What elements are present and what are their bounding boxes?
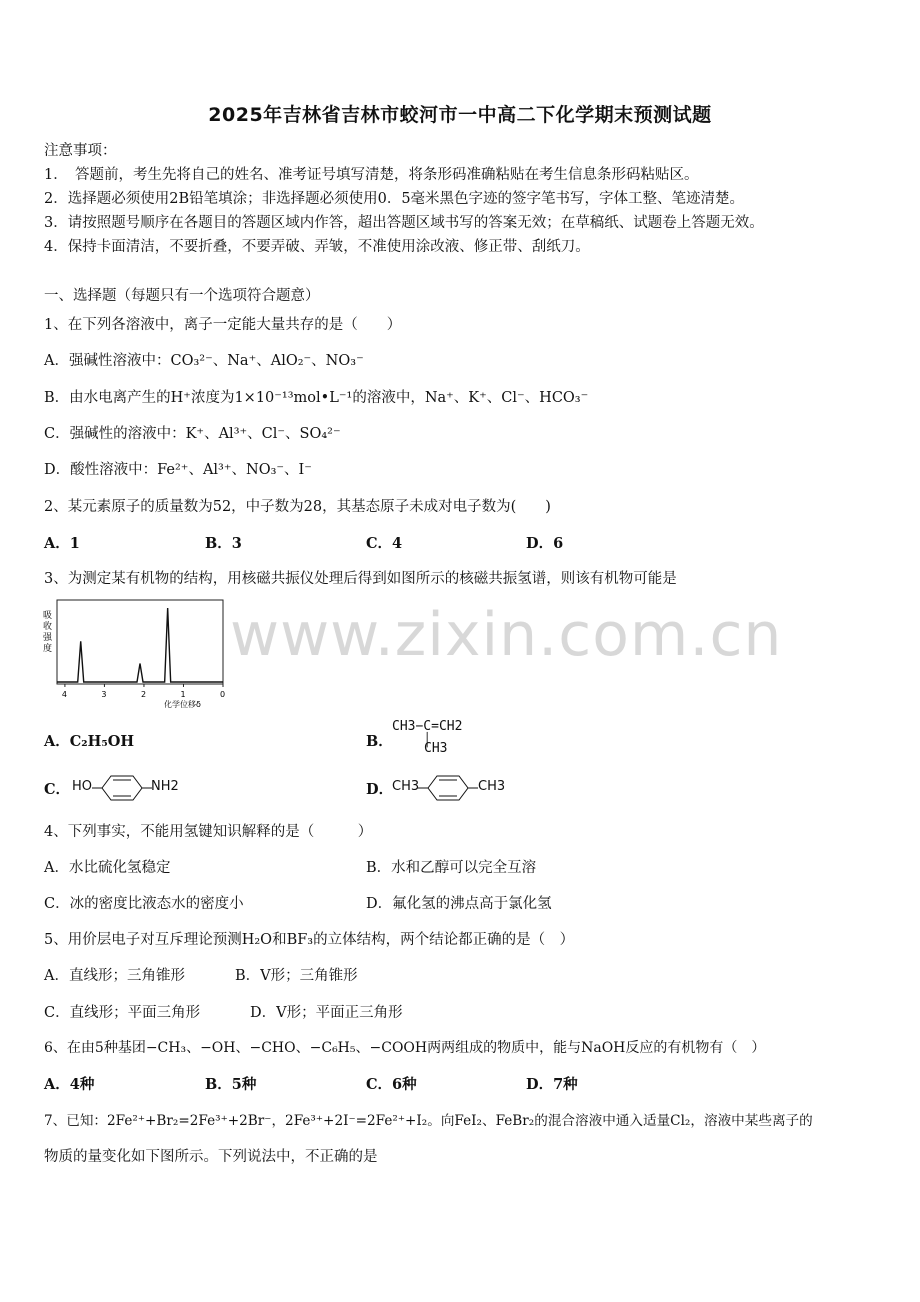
notice-heading: 注意事项： xyxy=(44,143,117,159)
q2-option-d: D．6 xyxy=(526,535,564,552)
q7-stem-line1: 7、已知：2Fe²⁺+Br₂=2Fe³⁺+2Br⁻，2Fe³⁺+2I⁻=2Fe²⁺+I₂。向FeI₂、FeBr₂的混合溶液中通入适量Cl₂，溶液中某些离子的 xyxy=(44,1113,813,1129)
q3-option-b-branch: │ xyxy=(392,733,432,748)
q3-option-b-formula-line2: CH3 xyxy=(424,741,448,756)
q1-option-c: C．强碱性的溶液中：K⁺、Al³⁺、Cl⁻、SO₄²⁻ xyxy=(44,426,341,442)
watermark: www.zixin.com.cn xyxy=(230,600,783,670)
q2-option-b: B．3 xyxy=(205,535,242,552)
section-heading: 一、选择题（每题只有一个选项符合题意） xyxy=(44,288,320,304)
chart-ylabel-1: 吸 xyxy=(43,611,53,621)
chart-spectrum-line xyxy=(57,608,223,682)
page-title: 2025年吉林省吉林市蛟河市一中高二下化学期末预测试题 xyxy=(208,104,712,126)
q4-option-d: D．氟化氢的沸点高于氯化氢 xyxy=(366,896,552,912)
q3-option-d-benzene-ring xyxy=(418,773,480,803)
q6-option-a: A．4种 xyxy=(44,1076,95,1093)
q4-option-b: B．水和乙醇可以完全互溶 xyxy=(366,860,537,876)
q1-option-b: B．由水电离产生的H⁺浓度为1×10⁻¹³mol•L⁻¹的溶液中，Na⁺、K⁺、Cl⁻、HCO₃⁻ xyxy=(44,390,589,406)
q3-option-c-right: NH2 xyxy=(151,779,179,794)
q6-option-d: D．7种 xyxy=(526,1076,578,1093)
q3-option-b-label: B． xyxy=(366,733,393,750)
q5-option-a: A．直线形；三角锥形 xyxy=(44,968,185,984)
chart-frame xyxy=(57,600,223,684)
chart-ylabel-4: 度 xyxy=(43,644,53,654)
q3-option-d-left: CH3 xyxy=(392,779,420,794)
q3-option-c-left: HO xyxy=(72,779,93,794)
notice-item-1: 1． 答题前，考生先将自己的姓名、准考证号填写清楚，将条形码准确粘贴在考生信息条形码粘贴区。 xyxy=(44,167,699,183)
q6-option-c: C．6种 xyxy=(366,1076,417,1093)
q3-option-d-label: D． xyxy=(366,781,394,798)
chart-ylabel-2: 收 xyxy=(43,622,53,632)
notice-item-2: 2．选择题必须使用2B铅笔填涂；非选择题必须使用0．5毫米黑色字迹的签字笔书写，字体工整、笔迹清楚。 xyxy=(44,191,745,207)
q1-option-d: D．酸性溶液中：Fe²⁺、Al³⁺、NO₃⁻、I⁻ xyxy=(44,462,312,478)
chart-x-tick-label: 0 xyxy=(220,690,226,699)
chart-x-tick-label: 1 xyxy=(180,690,186,699)
chart-x-tick-label: 3 xyxy=(101,690,107,699)
chart-x-tick-label: 4 xyxy=(61,690,67,699)
chart-x-tick-label: 2 xyxy=(140,690,147,699)
notice-item-3: 3．请按照题号顺序在各题目的答题区域内作答，超出答题区域书写的答案无效；在草稿纸、试题卷上答题无效。 xyxy=(44,215,764,231)
q3-option-d-right: CH3 xyxy=(478,779,506,794)
q1-stem: 1、在下列各溶液中，离子一定能大量共存的是（ ） xyxy=(44,317,402,333)
q4-option-c: C．冰的密度比液态水的密度小 xyxy=(44,896,244,912)
q5-stem: 5、用价层电子对互斥理论预测H₂O和BF₃的立体结构，两个结论都正确的是（ ） xyxy=(44,932,575,948)
q3-stem: 3、为测定某有机物的结构，用核磁共振仪处理后得到如图所示的核磁共振氢谱，则该有机物可能是 xyxy=(44,571,677,587)
q5-option-c: C．直线形；平面三角形 xyxy=(44,1005,201,1021)
q6-stem: 6、在由5种基团−CH₃、−OH、−CHO、−C₆H₅、−COOH两两组成的物质中，能与NaOH反应的有机物有（ ） xyxy=(44,1040,766,1056)
q3-option-a: A．C₂H₅OH xyxy=(44,733,135,750)
chart-ylabel-3: 强 xyxy=(43,633,53,643)
q6-option-b: B．5种 xyxy=(205,1076,257,1093)
q2-option-a: A．1 xyxy=(44,535,80,552)
chart-xlabel: 化学位移δ xyxy=(164,700,201,709)
q5-option-b: B．V形；三角锥形 xyxy=(235,968,358,984)
q7-stem-line2: 物质的量变化如下图所示。下列说法中，不正确的是 xyxy=(44,1149,378,1165)
q2-stem: 2、某元素原子的质量数为52，中子数为28，其基态原子未成对电子数为( ) xyxy=(44,499,551,515)
q3-option-c-benzene-ring xyxy=(92,773,152,803)
q5-option-d: D．V形；平面正三角形 xyxy=(250,1005,403,1021)
q4-stem: 4、下列事实，不能用氢键知识解释的是（ ） xyxy=(44,824,373,840)
q3-option-c-label: C． xyxy=(44,781,71,798)
notice-item-4: 4．保持卡面清洁，不要折叠，不要弄破、弄皱，不准使用涂改液、修正带、刮纸刀。 xyxy=(44,239,590,255)
q4-option-a: A．水比硫化氢稳定 xyxy=(44,860,171,876)
nmr-spectrum-chart xyxy=(40,596,240,712)
q1-option-a: A．强碱性溶液中：CO₃²⁻、Na⁺、AlO₂⁻、NO₃⁻ xyxy=(44,353,364,369)
q2-option-c: C．4 xyxy=(366,535,403,552)
q3-option-b-formula-line1: CH3−C=CH2 xyxy=(392,719,463,734)
